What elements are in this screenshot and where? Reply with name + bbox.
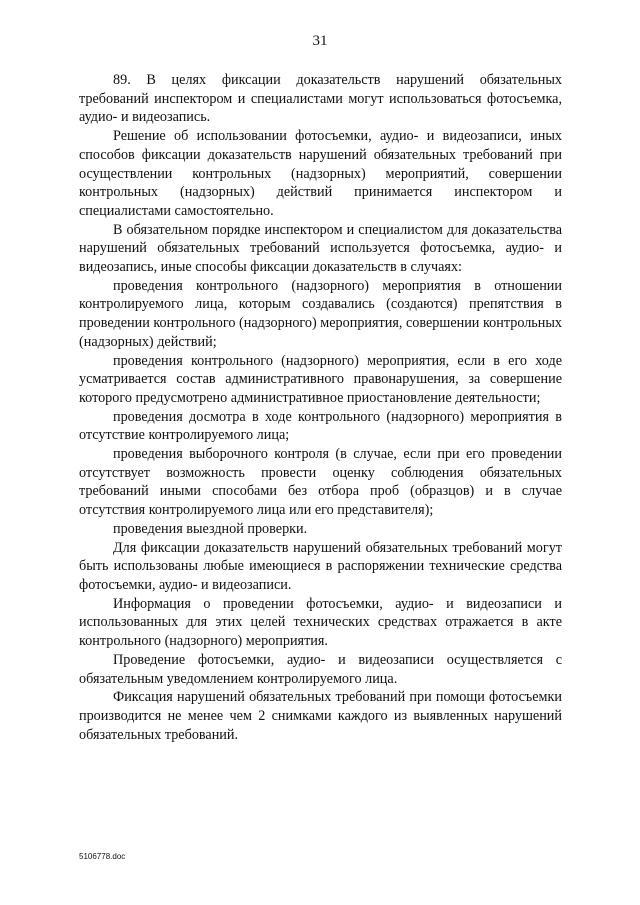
paragraph-mandatory: В обязательном порядке инспектором и специалистом для доказательства нарушений обязательных требований используется фотосъемка, аудио- и видеозапись, иные способы фиксации доказательств в случаях: — [79, 221, 562, 276]
footer-filename: 5106778.doc — [79, 852, 126, 861]
list-item: проведения выборочного контроля (в случае, если при его проведении отсутствует возможность провести оценку соблюдения обязательных требований иными способами без отбора проб (образцов) и в случае отсутствия контролируемого лица или его представителя); — [79, 446, 562, 519]
paragraph-89: 89. В целях фиксации доказательств нарушений обязательных требований инспектором и специалистами могут использоваться фотосъемка, аудио- и видеозапись. — [79, 72, 562, 126]
paragraph-technical-means: Для фиксации доказательств нарушений обязательных требований могут быть использованы любые имеющиеся в распоряжении технические средства фотосъемки, аудио- и видеозаписи. — [79, 539, 562, 593]
list-item: проведения контрольного (надзорного) мероприятия в отношении контролируемого лица, которым создавались (создаются) препятствия в проведении контрольного (надзорного) мероприятия, совершении контрольных (надзорных) действий; — [79, 277, 562, 350]
list-item: проведения контрольного (надзорного) мероприятия, если в его ходе усматривается состав административного правонарушения, за совершение которого предусмотрено административное приостановление деятельности; — [79, 352, 562, 406]
list-item: проведения выездной проверки. — [113, 520, 308, 537]
paragraph-decision: Решение об использовании фотосъемки, аудио- и видеозаписи, иных способов фиксации доказательств нарушений обязательных требований при осуществлении контрольных (надзорных) мероприятий, совершении контрольных (надзорных) действий принимается инспектором и специалистами самостоятельно. — [79, 128, 562, 219]
document-body — [79, 71, 562, 744]
paragraph-fixation: Фиксация нарушений обязательных требований при помощи фотосъемки производится не менее чем 2 снимками каждого из выявленных нарушений обязательных требований. — [79, 689, 562, 743]
paragraph-notification: Проведение фотосъемки, аудио- и видеозаписи осуществляется с обязательным уведомлением контролируемого лица. — [79, 651, 562, 687]
page-number: 31 — [312, 33, 328, 49]
list-item: проведения досмотра в ходе контрольного (надзорного) мероприятия в отсутствие контролируемого лица; — [79, 408, 562, 444]
paragraph-information: Информация о проведении фотосъемки, аудио- и видеозаписи и использованных для этих целей технических средствах отражается в акте контрольного (надзорного) мероприятия. — [79, 595, 562, 650]
